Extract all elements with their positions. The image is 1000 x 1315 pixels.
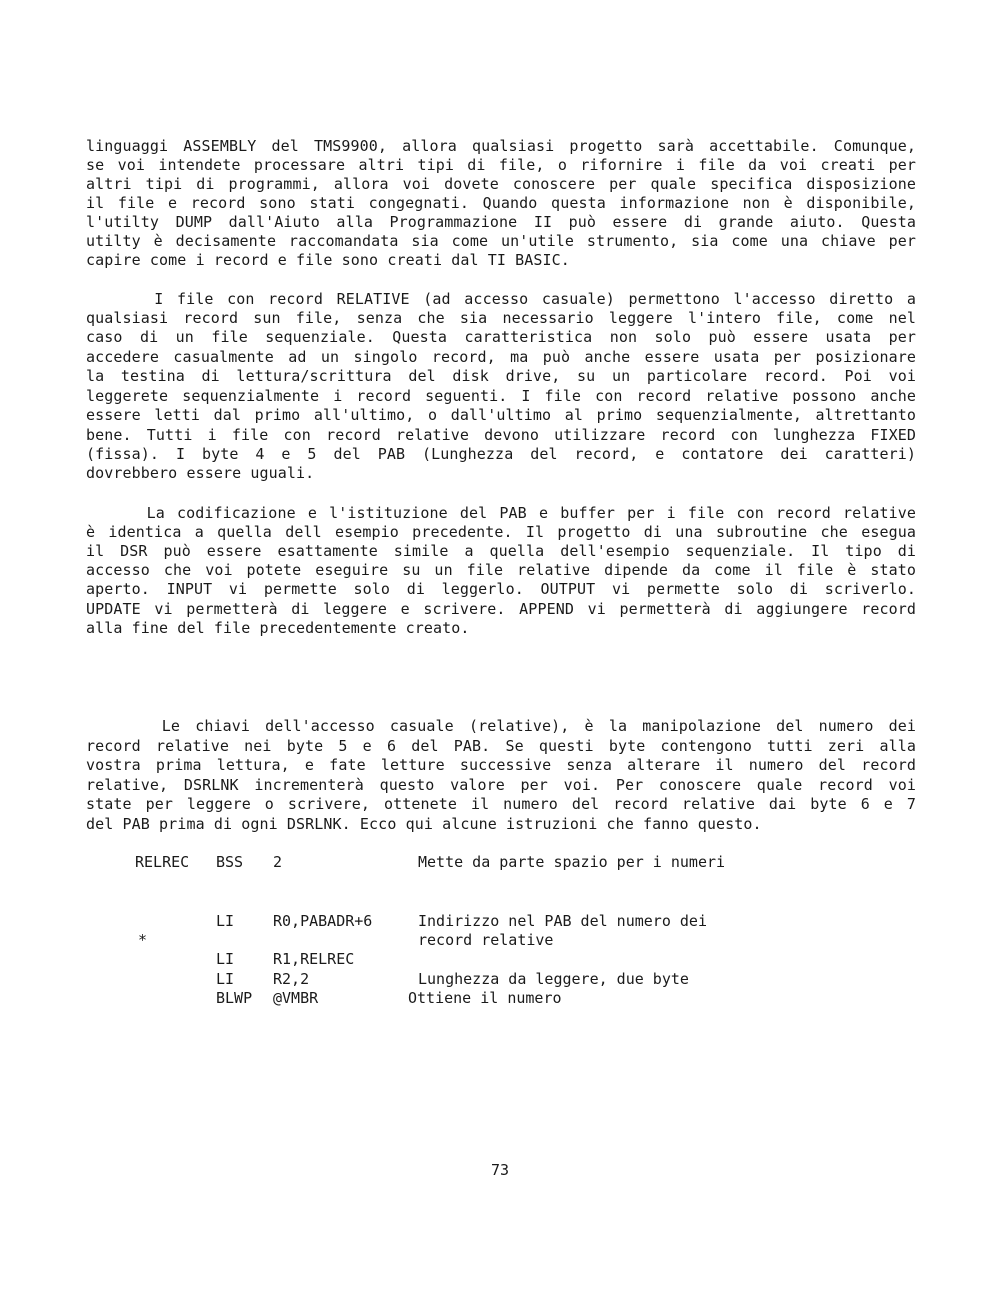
text-line: state per leggere o scrivere, ottenete il numero del record relative dai byte 6 e 7 (86, 795, 916, 813)
code-opcode: BSS (216, 853, 244, 871)
code-opcode: LI (216, 950, 235, 968)
text-line: capire come i record e file sono creati dal TI BASIC. (86, 251, 570, 269)
text-line: alla fine del file precedentemente creato. (86, 619, 470, 637)
text-line: il file e record sono stati congegnati. Quando questa informazione non è disponibile, (86, 194, 916, 212)
text-line: relative, DSRLNK incrementerà questo valore per voi. Per conoscere quale record voi (86, 776, 916, 794)
text-line: I file con record RELATIVE (ad accesso casuale) permettono l'accesso diretto a (86, 290, 916, 308)
text-line: utilty è decisamente raccomandata sia come un'utile strumento, sia come una chiave per (86, 232, 916, 250)
code-label: RELREC (135, 853, 190, 871)
text-line: dovrebbero essere uguali. (86, 464, 315, 482)
code-operand: R2,2 (273, 970, 310, 988)
code-opcode: LI (216, 970, 235, 988)
code-operand: 2 (273, 853, 283, 871)
text-line: il DSR può essere esattamente simile a quella dell'esempio sequenziale. Il tipo di (86, 542, 916, 560)
text-line: del PAB prima di ogni DSRLNK. Ecco qui alcune istruzioni che fanno questo. (86, 815, 762, 833)
text-line: linguaggi ASSEMBLY del TMS9900, allora qualsiasi progetto sarà accettabile. Comunque, (86, 137, 916, 155)
code-opcode: LI (216, 912, 235, 930)
code-operand: R1,RELREC (273, 950, 355, 968)
text-line: se voi intendete processare altri tipi di file, o rifornire i file da voi creati per (86, 156, 916, 174)
text-line: leggerete sequenzialmente i record seguenti. I file con record relative possono anche (86, 387, 916, 405)
text-line: accedere casualmente ad un singolo record, ma può anche essere usata per posizionare (86, 348, 916, 366)
code-comment: record relative (418, 931, 554, 949)
code-comment: Mette da parte spazio per i numeri (418, 853, 726, 871)
text-line: record relative nei byte 5 e 6 del PAB. Se questi byte contengono tutti zeri alla (86, 737, 916, 755)
text-line: caso di un file sequenziale. Questa caratteristica non solo può essere usata per (86, 328, 916, 346)
code-operand: R0,PABADR+6 (273, 912, 373, 930)
code-opcode: BLWP (216, 989, 253, 1007)
text-line: essere letti dal primo all'ultimo, o dall'ultimo al primo sequenzialmente, altrettanto (86, 406, 916, 424)
text-line: è identica a quella dell esempio precedente. Il progetto di una subroutine che esegua (86, 523, 916, 541)
text-line: UPDATE vi permetterà di leggere e scrivere. APPEND vi permetterà di aggiungere record (86, 600, 916, 618)
text-line: qualsiasi record sun file, senza che sia necessario leggere l'intero file, come nel (86, 309, 916, 327)
code-label: * (138, 931, 148, 949)
page-number: 73 (490, 1161, 510, 1179)
text-line: vostra prima lettura, e fate letture successive senza alterare il numero del record (86, 756, 916, 774)
text-line: l'utilty DUMP dall'Aiuto alla Programmazione II può essere di grande aiuto. Questa (86, 213, 916, 231)
code-comment: Indirizzo nel PAB del numero dei (418, 912, 707, 930)
text-line: la testina di lettura/scrittura del disk drive, su un particolare record. Poi voi (86, 367, 916, 385)
text-line: (fissa). I byte 4 e 5 del PAB (Lunghezza del record, e contatore dei caratteri) (86, 445, 916, 463)
code-comment: Lunghezza da leggere, due byte (418, 970, 689, 988)
text-line: accesso che voi potete eseguire su un file relative dipende da come il file è stato (86, 561, 916, 579)
text-line: altri tipi di programmi, allora voi dovete conoscere per quale specifica disposizione (86, 175, 916, 193)
text-line: bene. Tutti i file con record relative devono utilizzare record con lunghezza FIXED (86, 426, 916, 444)
code-comment: Ottiene il numero (408, 989, 562, 1007)
text-line: aperto. INPUT vi permette solo di leggerlo. OUTPUT vi permette solo di scriverlo. (86, 580, 916, 598)
text-line: Le chiavi dell'accesso casuale (relative), è la manipolazione del numero dei (86, 717, 916, 735)
code-operand: @VMBR (273, 989, 319, 1007)
text-line: La codificazione e l'istituzione del PAB e buffer per i file con record relative (86, 504, 916, 522)
